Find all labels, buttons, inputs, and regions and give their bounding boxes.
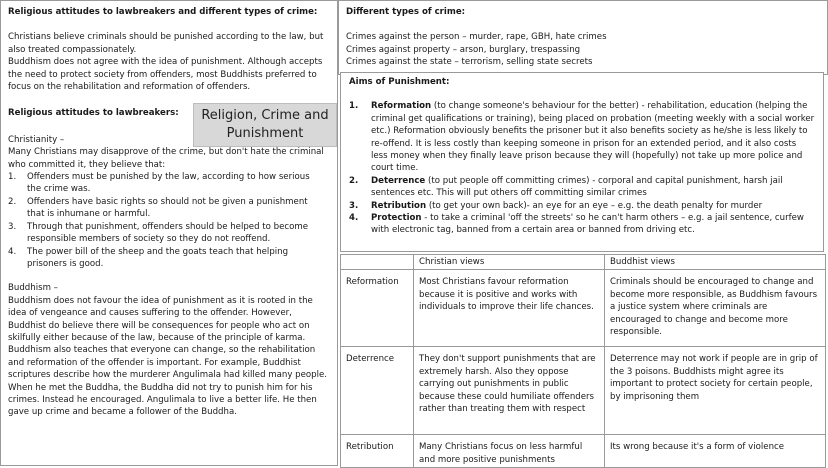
table-row bbox=[341, 347, 826, 435]
crime-type-item: Crimes against property – arson, burglary, trespassing bbox=[346, 44, 581, 55]
christians-paragraph: Christians believe criminals should be punished according to the law, but also treated compassionately. bbox=[8, 32, 324, 55]
views-table bbox=[340, 254, 826, 468]
page-title bbox=[193, 103, 337, 147]
list-item: 4. Protection - to take a criminal 'off the streets' so he can't harm others – e.g. a jail sentence, curfew with electronic tag, banned from a certain area or banned from driving etc. bbox=[349, 213, 804, 236]
left-panel bbox=[0, 0, 338, 466]
list-item: 4. The power bill of the sheep and the goats teach that helping prisoners is good. bbox=[8, 246, 289, 269]
list-item: 2. Offenders have basic rights so should not be given a punishment that is inhumane or harmful. bbox=[8, 196, 308, 220]
row-label: Retribution bbox=[341, 435, 414, 468]
table-header-cell: Christian views bbox=[414, 255, 605, 270]
christianity-label: Christianity – bbox=[8, 134, 65, 145]
list-item: 3. Retribution (to get your own back)- an eye for an eye – e.g. the death penalty for murder bbox=[349, 200, 763, 211]
heading-lawbreakers: Religious attitudes to lawbreakers: bbox=[8, 108, 179, 119]
buddhism-paragraph: Buddhism does not agree with the idea of punishment. Although accepts the need to protect society from offenders, most Buddhists preferred to focus on the rehabilitation and reformation of offenders. bbox=[8, 57, 323, 93]
table-row bbox=[341, 435, 826, 468]
table-header-cell bbox=[341, 255, 414, 270]
buddhism-label: Buddhism – bbox=[8, 283, 58, 294]
table-header-cell: Buddhist views bbox=[605, 255, 826, 270]
row-label: Deterrence bbox=[341, 347, 414, 435]
crime-type-item: Crimes against the state – terrorism, selling state secrets bbox=[346, 57, 593, 68]
list-item: 3. Through that punishment, offenders should be helped to become responsible members of society so they do not reoffend. bbox=[8, 221, 309, 245]
christian-beliefs-list bbox=[8, 171, 326, 270]
christianity-intro: Many Christians may disapprove of the crime, but don't hate the criminal who committed it, they believe that: bbox=[8, 147, 324, 170]
row-label: Reformation bbox=[341, 270, 414, 347]
title-line-2: Punishment bbox=[226, 126, 304, 141]
table-row bbox=[341, 270, 826, 347]
table-header-row bbox=[341, 255, 826, 270]
title-line-1: Religion, Crime and bbox=[201, 108, 329, 123]
crime-types-heading: Different types of crime: bbox=[346, 7, 466, 17]
buddhism-text: Buddhism does not favour the idea of punishment as it is rooted in the idea of vengeance and causes suffering to the offender. However, Buddhist do believe there will be consequences for people who act on skilfully either because of the law, because of the principle of karma. Buddhism also teaches that everyone can change, so the rehabilitation and reformation of the offender is important. For example, Buddhist scriptures describe how the murderer Angulimala had killed many people. When he met the Buddha, the Buddha did not try to punish him for his crimes. Instead he encouraged. Angulimala to live a better life. He then gave up crime and became a follower of the Buddha. bbox=[8, 295, 328, 418]
christian-view-cell: Most Christians favour reformation because it is positive and works with individuals to improve their life chances. bbox=[414, 270, 605, 347]
list-item: 1. Offenders must be punished by the law, according to how serious the crime was. bbox=[8, 172, 310, 195]
list-item: 1. Reformation (to change someone's behaviour for the better) - rehabilitation, education (helping the criminal get qualifications or training), being placed on probation (meeting weekly with a social worker etc.) Reformation obviously benefits the prisoner but it also benefits society as he/she is less likely to re-offend. It is less costly than keeping someone in prison for an extended period, and it also costs less money when they finally leave prison because they will (hopefully) not take up more police and court time. bbox=[349, 101, 815, 174]
aims-list bbox=[349, 100, 815, 236]
heading-attitudes-types: Religious attitudes to lawbreakers and different types of crime: bbox=[8, 7, 318, 17]
buddhist-view-cell: Criminals should be encouraged to change and become more responsible, as Buddhism favours a justice system where criminals are encouraged to change and become more responsible. bbox=[605, 270, 826, 347]
christian-view-cell: Many Christians focus on less harmful and more positive punishments bbox=[414, 435, 605, 468]
buddhist-view-cell: Its wrong because it's a form of violence bbox=[605, 435, 826, 468]
christian-view-cell: They don't support punishments that are extremely harsh. Also they oppose carrying out punishments in public because these could humiliate offenders rather than treating them with respect bbox=[414, 347, 605, 435]
crime-type-item: Crimes against the person – murder, rape, GBH, hate crimes bbox=[346, 32, 607, 43]
aims-panel bbox=[340, 72, 824, 252]
buddhist-view-cell: Deterrence may not work if people are in grip of the 3 poisons. Buddhists might agree its important to protect society for certain people, by imprisoning them bbox=[605, 347, 826, 435]
aims-heading: Aims of Punishment: bbox=[349, 77, 450, 87]
list-item: 2. Deterrence (to put people off committing crimes) - corporal and capital punishment, harsh jail sentences etc. This will put others off committing similar crimes bbox=[349, 175, 783, 199]
crime-types-panel bbox=[338, 0, 828, 75]
